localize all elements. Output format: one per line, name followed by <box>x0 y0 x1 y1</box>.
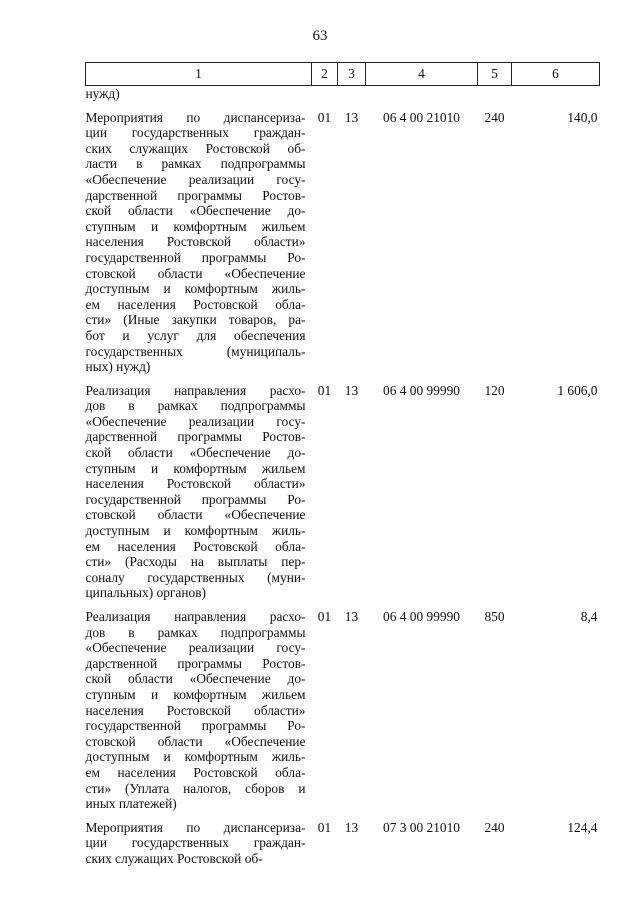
description-line: сти» (Иные закупки товаров, ра- <box>85 312 306 328</box>
header-cell-1: 1 <box>86 63 312 86</box>
description-line: дарственной программы Ростов- <box>85 429 306 445</box>
description-line: населения Ростовской области» <box>85 702 306 718</box>
description-line: ступным и комфортным жильем <box>85 460 306 476</box>
table-row <box>86 110 600 383</box>
description-line: бот и услуг для обеспечения <box>85 327 306 343</box>
continuation-row <box>86 86 600 110</box>
row-section-code: 01 <box>317 109 332 125</box>
description-line: ем населения Ростовской обла- <box>85 764 306 780</box>
description-line: стовской области «Обеспечение <box>85 507 306 523</box>
description-line: Реализация направления расхо- <box>85 609 306 624</box>
description-line: сти» (Уплата налогов, сборов и <box>85 780 306 796</box>
description-line: «Обеспечение реализации госу- <box>85 640 306 656</box>
description-line: доступным и комфортным жиль- <box>85 281 306 297</box>
row-amount: 8,4 <box>580 609 598 624</box>
description-line: Мероприятия по диспансериза- <box>85 819 306 835</box>
description-line: Мероприятия по диспансериза- <box>85 109 306 125</box>
row-expense-type: 240 <box>484 109 505 125</box>
description-line: ступным и комфортным жильем <box>85 686 306 702</box>
row-description <box>86 383 312 609</box>
description-line: дарственной программы Ростов- <box>85 655 306 671</box>
header-cell-4: 4 <box>366 63 478 86</box>
header-cell-6: 6 <box>512 63 600 86</box>
description-line: ных) нужд) <box>85 359 151 375</box>
description-line: ских служащих Ростовской об- <box>85 850 263 866</box>
description-line: ем населения Ростовской обла- <box>85 296 306 312</box>
description-line: ципальных) органов) <box>85 585 206 601</box>
row-section-code: 01 <box>317 819 332 835</box>
description-line: «Обеспечение реализации госу- <box>85 413 306 429</box>
table-row <box>86 383 600 609</box>
row-subsection-code: 13 <box>344 109 359 125</box>
row-target-article: 06 4 00 99990 <box>383 609 460 624</box>
description-line: ской области «Обеспечение до- <box>85 671 306 687</box>
description-line: ласти в рамках подпрограммы <box>85 156 306 172</box>
row-target-article: 07 3 00 21010 <box>383 819 460 835</box>
description-line: ской области «Обеспечение до- <box>85 445 306 461</box>
description-line: населения Ростовской области» <box>85 234 306 250</box>
row-expense-type: 850 <box>484 609 505 624</box>
description-line: государственной программы Ро- <box>85 491 306 507</box>
budget-table <box>85 62 600 875</box>
description-line: ступным и комфортным жильем <box>85 218 306 234</box>
description-line: стовской области «Обеспечение <box>85 733 306 749</box>
description-line: государственных (муниципаль- <box>85 343 306 359</box>
row-target-article: 06 4 00 99990 <box>383 382 460 398</box>
description-line: соналу государственных (муни- <box>85 569 306 585</box>
description-line: доступным и комфортным жиль- <box>85 749 306 765</box>
description-line: дарственной программы Ростов- <box>85 187 306 203</box>
description-line: ции государственных граждан- <box>85 835 306 851</box>
description-line: иных платежей) <box>85 796 177 812</box>
description-line: стовской области «Обеспечение <box>85 265 306 281</box>
header-cell-2: 2 <box>312 63 338 86</box>
description-line: «Обеспечение реализации госу- <box>85 171 306 187</box>
row-section-code: 01 <box>317 382 332 398</box>
page-number: 63 <box>312 28 328 44</box>
row-section-code: 01 <box>317 609 332 624</box>
table-header-row <box>86 63 600 86</box>
row-expense-type: 120 <box>484 382 505 398</box>
description-line: дов в рамках подпрограммы <box>85 624 306 640</box>
description-line: сти» (Расходы на выплаты пер- <box>85 554 306 570</box>
table-row <box>86 820 600 875</box>
row-amount: 124,4 <box>567 819 598 835</box>
row-subsection-code: 13 <box>344 609 359 624</box>
row-expense-type: 240 <box>484 819 505 835</box>
description-line: государственной программы Ро- <box>85 718 306 734</box>
description-line: ских служащих Ростовской об- <box>85 140 306 156</box>
row-description <box>86 110 312 383</box>
description-line: ской области «Обеспечение до- <box>85 203 306 219</box>
description-line: дов в рамках подпрограммы <box>85 398 306 414</box>
row-description <box>86 820 312 875</box>
description-line: государственной программы Ро- <box>85 249 306 265</box>
description-line: населения Ростовской области» <box>85 476 306 492</box>
header-cell-5: 5 <box>478 63 512 86</box>
description-line: доступным и комфортным жиль- <box>85 523 306 539</box>
row-amount: 1 606,0 <box>557 382 598 398</box>
description-line: Реализация направления расхо- <box>85 382 306 398</box>
header-cell-3: 3 <box>338 63 366 86</box>
row-amount: 140,0 <box>567 109 598 125</box>
table-row <box>86 609 600 820</box>
row-subsection-code: 13 <box>344 382 359 398</box>
continuation-text: нужд) <box>85 86 120 101</box>
description-line: ции государственных граждан- <box>85 125 306 141</box>
row-target-article: 06 4 00 21010 <box>383 109 460 125</box>
row-subsection-code: 13 <box>344 819 359 835</box>
description-line: ем населения Ростовской обла- <box>85 538 306 554</box>
row-description <box>86 609 312 820</box>
